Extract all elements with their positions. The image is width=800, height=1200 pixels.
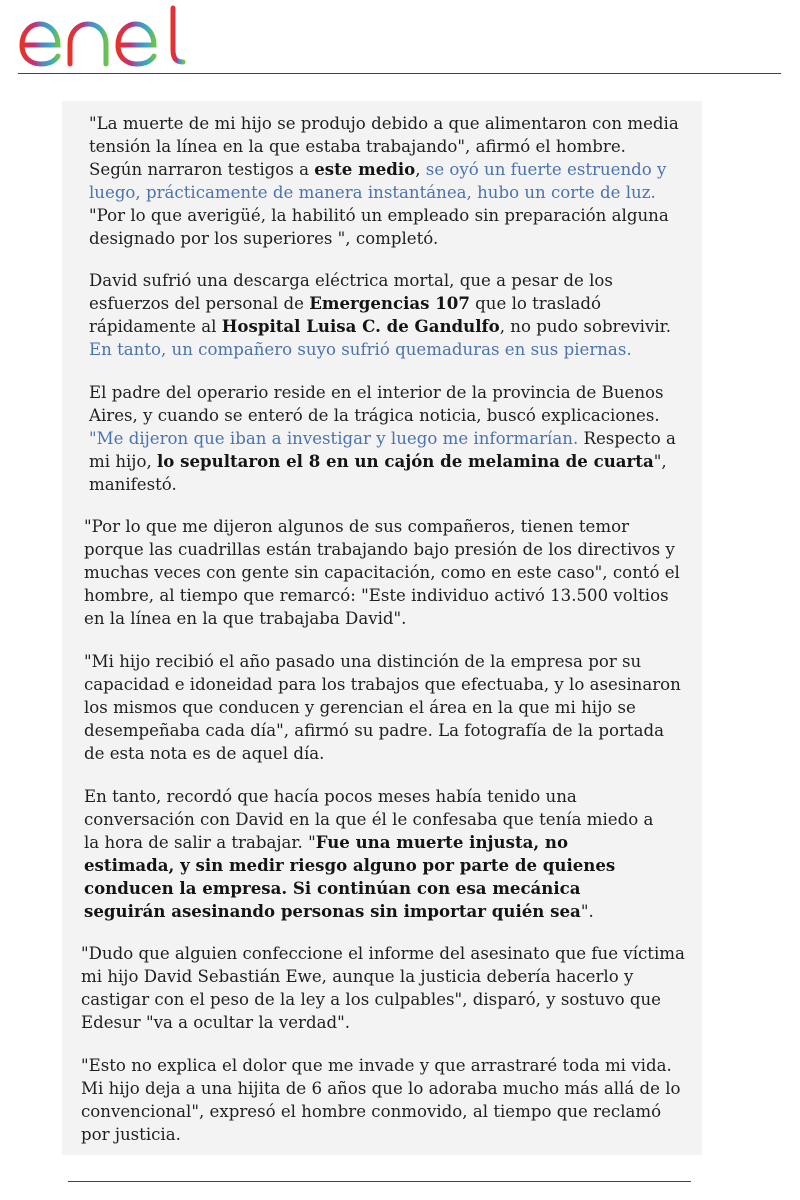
paragraph-text: ". [580, 902, 594, 921]
footer-divider [68, 1181, 691, 1182]
paragraph-text: ", manifestó. [89, 452, 667, 494]
bold-text: lo sepultaron el 8 en un cajón de melamina de cuarta [157, 451, 654, 471]
article-paragraph [84, 785, 656, 923]
paragraph-text: "Dudo que alguien confeccione el informe del asesinato que fue víctima mi hijo David Sebastián Ewe, aunque la justicia debería hacerlo y castigar con el peso de la ley a los culpables", disparó, y sostuvo que Edesur "va a ocultar la verdad". [81, 944, 685, 1032]
paragraph-text: "La muerte de mi hijo se produjo debido a que alimentaron con media tensión la línea en la que estaba trabajando", afirmó el hombre. Según narraron testigos a [89, 114, 679, 179]
article-paragraph [81, 1054, 687, 1146]
article-paragraph [89, 381, 679, 496]
paragraph-text: "Esto no explica el dolor que me invade y que arrastraré toda mi vida. Mi hijo deja a una hijita de 6 años que lo adoraba mucho más allá de lo convencional", expresó el hombre conmovido, al tiempo que reclamó por justicia. [81, 1056, 681, 1144]
highlighted-link-text[interactable]: En tanto, un compañero suyo sufrió quemaduras en sus piernas. [89, 340, 632, 359]
paragraph-text: , [415, 160, 426, 179]
highlighted-link-text[interactable]: "Me dijeron que iban a investigar y luego me informarían. [89, 429, 579, 448]
paragraph-text: Respecto a mi hijo, [89, 429, 676, 471]
bold-text: Fue una muerte injusta, no estimada, y sin medir riesgo alguno por parte de quienes conducen la empresa. Si continúan con esa mecánica seguirán asesinando personas sin importar quién sea [84, 832, 616, 921]
article-paragraph [81, 942, 687, 1034]
paragraph-text: David sufrió una descarga eléctrica mortal, que a pesar de los esfuerzos del personal de [89, 271, 613, 313]
bold-text: Emergencias 107 [309, 293, 470, 313]
bold-text: este medio [314, 159, 416, 179]
enel-logo [18, 2, 188, 70]
paragraph-text: , no pudo sobrevivir. [499, 317, 672, 336]
article-paragraph [89, 269, 679, 361]
paragraph-text: que lo trasladó rápidamente al [89, 294, 601, 336]
header-divider [18, 73, 781, 74]
paragraph-text: "Por lo que me dijeron algunos de sus compañeros, tienen temor porque las cuadrillas están trabajando bajo presión de los directivos y muchas veces con gente sin capacitación, como en este caso", contó el hombre, al tiempo que remarcó: "Este individuo activó 13.500 voltios en la línea en la que trabajaba David". [84, 517, 680, 628]
paragraph-text: "Por lo que averigüé, la habilitó un empleado sin preparación alguna designado por los superiores ", completó. [89, 206, 669, 248]
paragraph-text: El padre del operario reside en el interior de la provincia de Buenos Aires, y cuando se enteró de la trágica noticia, buscó explicaciones. [89, 383, 664, 425]
article-paragraph [89, 112, 679, 250]
bold-text: Hospital Luisa C. de Gandulfo [221, 316, 500, 336]
article-paragraph [84, 650, 684, 765]
highlighted-link-text[interactable]: se oyó un fuerte estruendo y luego, prácticamente de manera instantánea, hubo un corte de luz. [89, 160, 667, 202]
article-paragraph [84, 515, 684, 630]
paragraph-text: En tanto, recordó que hacía pocos meses había tenido una conversación con David en la que él le confesaba que tenía miedo a la hora de salir a trabajar. " [84, 787, 654, 852]
paragraph-text: "Mi hijo recibió el año pasado una distinción de la empresa por su capacidad e idoneidad para los trabajos que efectuaba, y lo asesinaron los mismos que conducen y gerencian el área en la que mi hijo se desempeñaba cada día", afirmó su padre. La fotografía de la portada de esta nota es de aquel día. [84, 652, 681, 763]
